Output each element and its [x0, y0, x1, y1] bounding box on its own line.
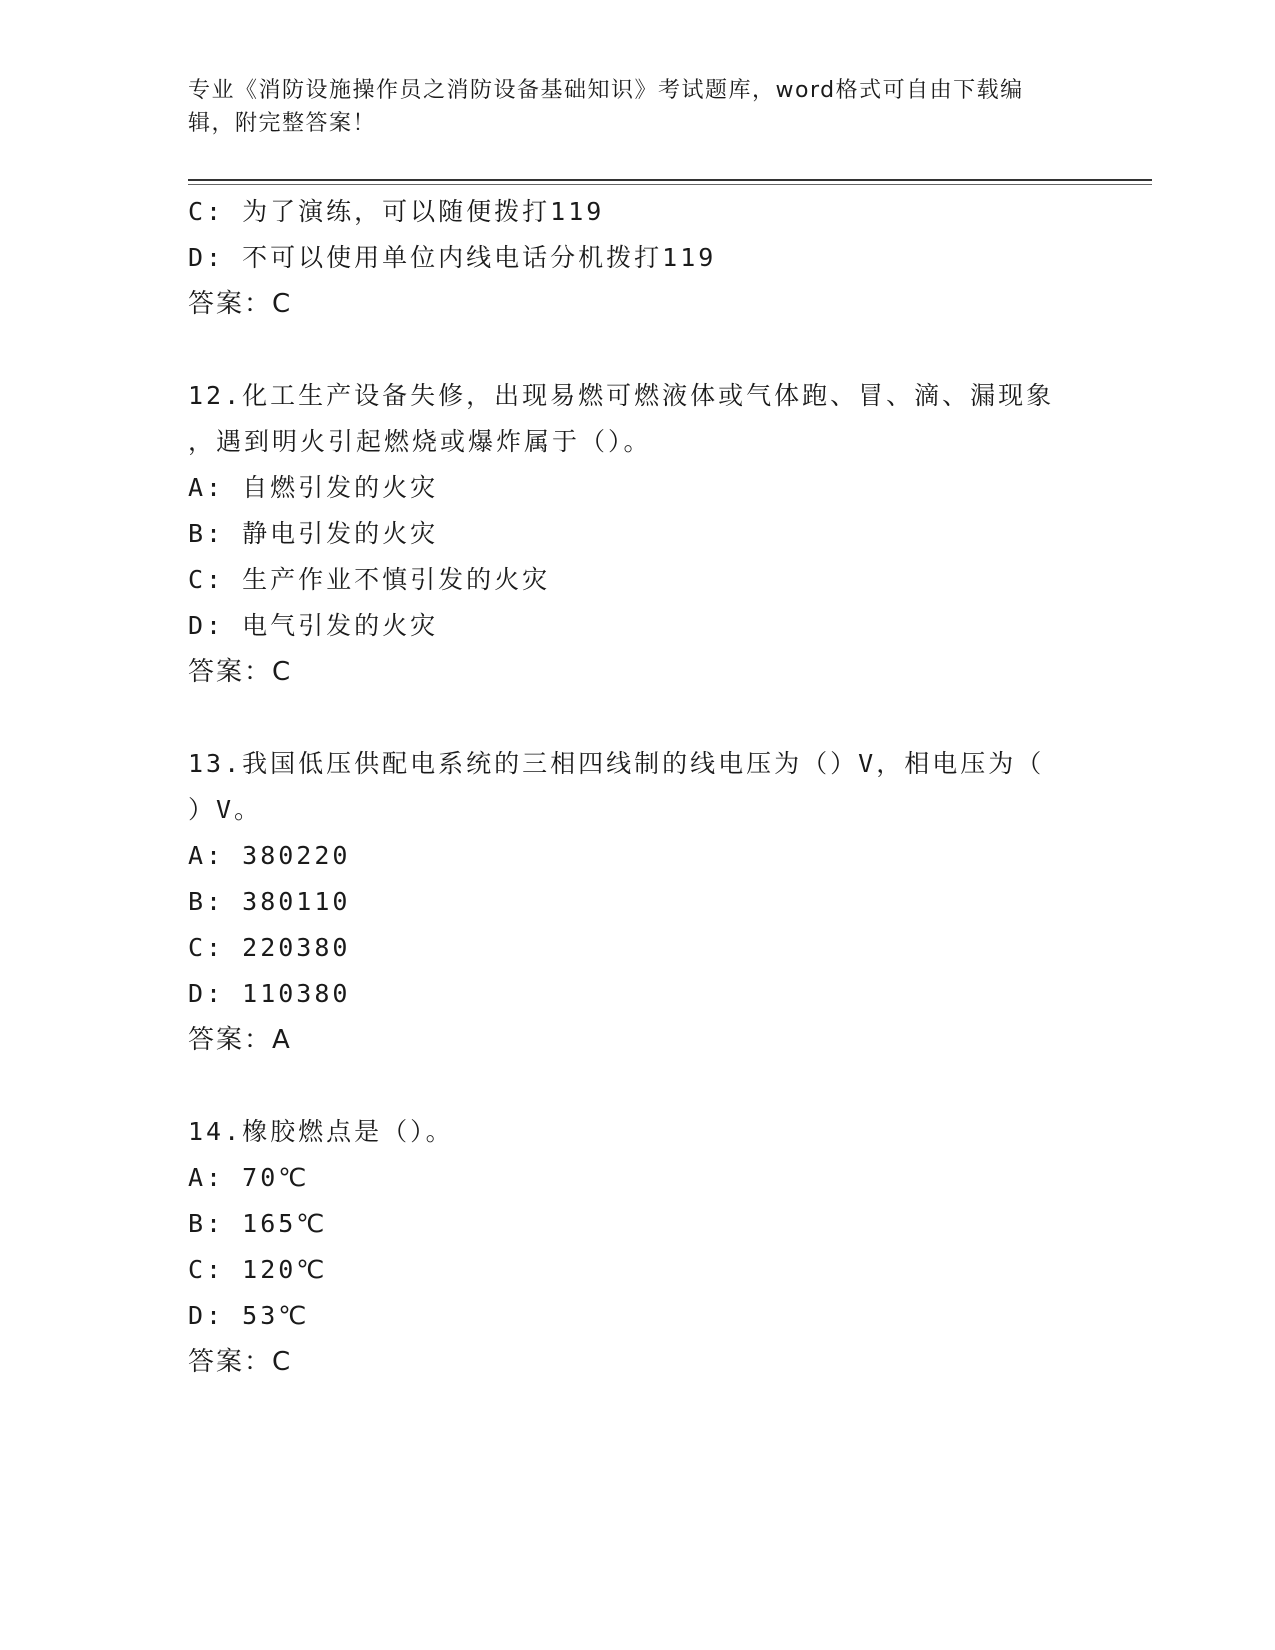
- option-d: D: 110380: [188, 979, 351, 1008]
- question-stem-line: 12.化工生产设备失修，出现易燃可燃液体或气体跑、冒、滴、漏现象: [188, 381, 1055, 410]
- question-12: [188, 373, 1088, 695]
- option-c: C: 220380: [188, 933, 351, 962]
- question-13: [188, 741, 1088, 1063]
- spacer: [188, 1063, 1088, 1109]
- question-stem-line: 13.我国低压供配电系统的三相四线制的线电压为（）V，相电压为（: [188, 749, 1045, 778]
- header-line-1: 专业《消防设施操作员之消防设备基础知识》考试题库，word格式可自由下载编: [188, 78, 1024, 103]
- answer-text: 答案：C: [188, 1347, 293, 1377]
- spacer: [188, 695, 1088, 741]
- option-a: A: 自燃引发的火灾: [188, 473, 439, 502]
- header-line-2: 辑，附完整答案！: [188, 111, 377, 136]
- option-a: A: 380220: [188, 841, 351, 870]
- question-stem-line: ，遇到明火引起燃烧或爆炸属于（）。: [188, 427, 652, 456]
- question-14: [188, 1109, 1088, 1385]
- answer-text: 答案：C: [188, 657, 293, 687]
- option-d: D: 不可以使用单位内线电话分机拨打119: [188, 243, 717, 272]
- question-fragment: [188, 189, 1088, 327]
- option-c: C: 生产作业不慎引发的火灾: [188, 565, 551, 594]
- option-a: A: 70℃: [188, 1163, 310, 1192]
- spacer: [188, 327, 1088, 373]
- header-divider-thin: [188, 184, 1152, 185]
- option-b: B: 380110: [188, 887, 351, 916]
- option-d: D: 53℃: [188, 1301, 310, 1330]
- option-d: D: 电气引发的火灾: [188, 611, 439, 640]
- option-c: C: 120℃: [188, 1255, 328, 1284]
- document-header: [188, 74, 1068, 140]
- question-list: [188, 189, 1088, 1385]
- question-stem-line: ）V。: [188, 795, 263, 824]
- option-b: B: 静电引发的火灾: [188, 519, 439, 548]
- answer-text: 答案：A: [188, 1025, 292, 1055]
- question-stem-line: 14.橡胶燃点是（）。: [188, 1117, 454, 1146]
- header-divider: [188, 179, 1152, 181]
- option-c: C: 为了演练，可以随便拨打119: [188, 197, 605, 226]
- option-b: B: 165℃: [188, 1209, 328, 1238]
- answer-text: 答案：C: [188, 289, 293, 319]
